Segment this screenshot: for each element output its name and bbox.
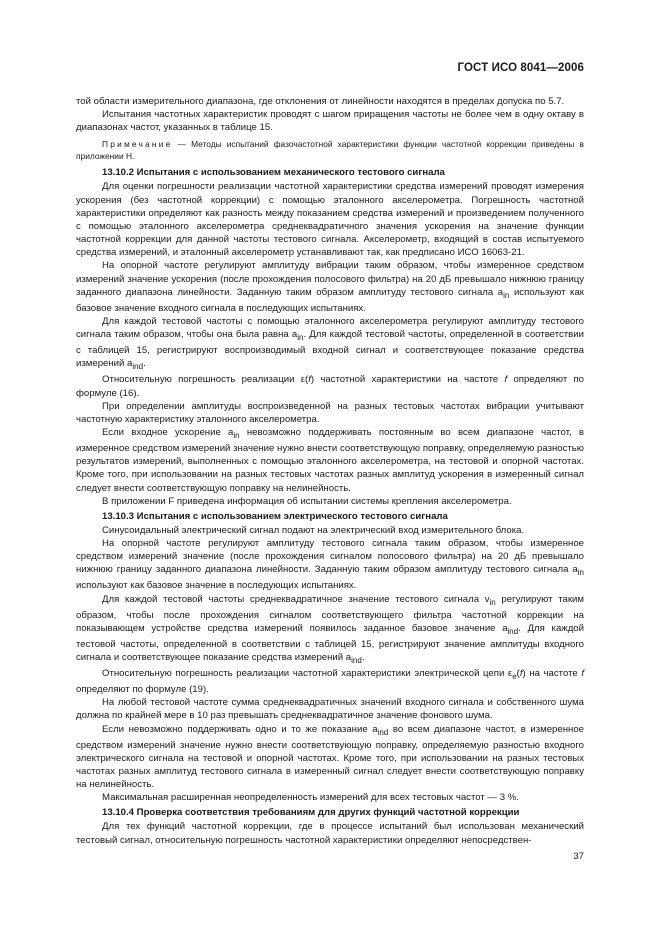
paragraph: В приложении F приведена информация об испытании системы крепления акселерометра. [102,495,512,507]
section-heading: 13.10.3 Испытания с использованием электрического тестового сигнала [102,510,448,522]
note-text: — Методы испытаний фазочастотной характеристики функции частотной коррекции приведены в приложении Н. [76,139,584,162]
paragraph: Испытания частотных характеристик проводят с шагом приращения частоты не более чем в одну октаву в диапазонах частот, указанных в таблице 15. [76,109,584,134]
paragraph: Для каждой тестовой частоты среднеквадратичное значение тестового сигнала $v_{in}$ регулируют таким образом, чтобы после прохождения сигналом соответствующего фильтра частотной коррекции на показывающем устройстве средства измерений появилось заданное базовое значение $a_{ind}$. Для каждой тестовой частоты, определенной в соответствии с таблицей 15, регистрируют значение амплитуды входного сигнала и соответствующее показание средства измерений $a_{ind}$. [76,593,584,665]
page-number: 37 [573,851,584,862]
page-body [76,95,584,847]
paragraph: Для каждой тестовой частоты с помощью эталонного акселерометра регулируют амплитуду тестового сигнала таким образом, чтобы она была равна $a_{in}$. Для каждой тестовой частоты, определенной в соответствии с таблицей 15, регистрируют воспроизводимый входной сигнал и соответствующее показание средства измерений $a_{ind}$. [76,315,584,372]
paragraph: Синусоидальный электрический сигнал подают на электрический вход измерительного блока. [102,524,525,536]
paragraph: Если невозможно поддерживать одно и то же показание $a_{ind}$ во всем диапазоне частот, в измеренное средством измерений значение нужно внести соответствующую поправку, определяемую разностью входного электрического сигнала на тестовой и опорной частотах. Кроме того, при использовании на разных тестовых частотах разных амплитуд тестового сигнала в измеренный сигнал следует внести соответствующую поправку на нелинейность. [76,723,585,791]
paragraph: На опорной частоте регулируют амплитуду тестового сигнала таким образом, чтобы измеренное средством измерений значение (после прохождения сигналом полосового фильтра) на 20 дБ превышало нижнюю границу заданного диапазона линейности. Заданную таким образом амплитуду тестового сигнала $a_{in}$ используют как базовое значение в последующих испытаниях. [76,538,584,592]
note-label: Примечание [102,139,173,150]
paragraph: На любой тестовой частоте сумма среднеквадратичных значений входного сигнала и собственного шума должна по крайней мере в 10 раз превышать среднеквадратичное значение фонового шума. [76,697,584,722]
paragraph: Для оценки погрешности реализации частотной характеристики средства измерений проводят измерения ускорения (без частотной коррекции) с помощью эталонного акселерометра. Погрешность частотной характеристики определяют как разность между показанием средства измерений и произведением полученного с помощью эталонного акселерометра среднеквадратичного значения ускорения на значение функции частотной коррекции для данной частоты тестового сигнала. Акселерометр, входящий в состав испытуемого средства измерений, и эталонный акселерометр устанавливают так, как предписано ИСО 16063-21. [76,181,584,259]
section-heading: 13.10.4 Проверка соответствия требованиям для других функций частотной коррекции [102,807,520,819]
paragraph: Если входное ускорение $a_{in}$ невозможно поддерживать постоянным во всем диапазоне частот, в измеренное средством измерений значение нужно внести соответствующую поправку, определяемую разностью результатов измерений, выполненных с помощью эталонного акселерометра, на тестовой и опорной частотах. Кроме того, при использовании на разных тестовых частотах разных амплитуд ускорения в измеренный сигнал следует внести соответствующую поправку на нелинейность. [76,427,584,494]
section-heading: 13.10.2 Испытания с использованием механического тестового сигнала [102,167,445,179]
paragraph: той области измерительного диапазона, где отклонения от линейности находятся в пределах допуска по 5.7. [76,96,565,107]
paragraph: Для тех функций частотной коррекции, где в процессе испытаний был использован механический тестовый сигнал, относительную погрешность частотной характеристики определяют непосредствен- [76,821,584,846]
document-code: ГОСТ ИСО 8041—2006 [457,62,584,74]
paragraph: Относительную погрешность реализации частотной характеристики электрической цепи $\varepsilon_e(f)$ на частоте f определяют по формуле (19). [76,668,584,696]
note [76,138,584,162]
paragraph: На опорной частоте регулируют амплитуду вибрации таким образом, чтобы измеренное средством измерений значение ускорения (после прохождения полосового фильтра) на 20 дБ превышало нижнюю границу заданного диапазона линейности. Заданную таким образом амплитуду тестового сигнала $a_{in}$ используют как базовое значение входного сигнала в последующих испытаниях. [76,260,584,314]
paragraph: Максимальная расширенная неопределенность измерений для всех тестовых частот — 3 %. [102,792,519,804]
paragraph: При определении амплитуды воспроизведенной на разных тестовых частотах вибрации учитывают частотную характеристику эталонного акселерометра. [76,400,584,425]
paragraph: Относительную погрешность реализации ε(f) частотной характеристики на частоте f определяют по формуле (16). [76,374,585,399]
